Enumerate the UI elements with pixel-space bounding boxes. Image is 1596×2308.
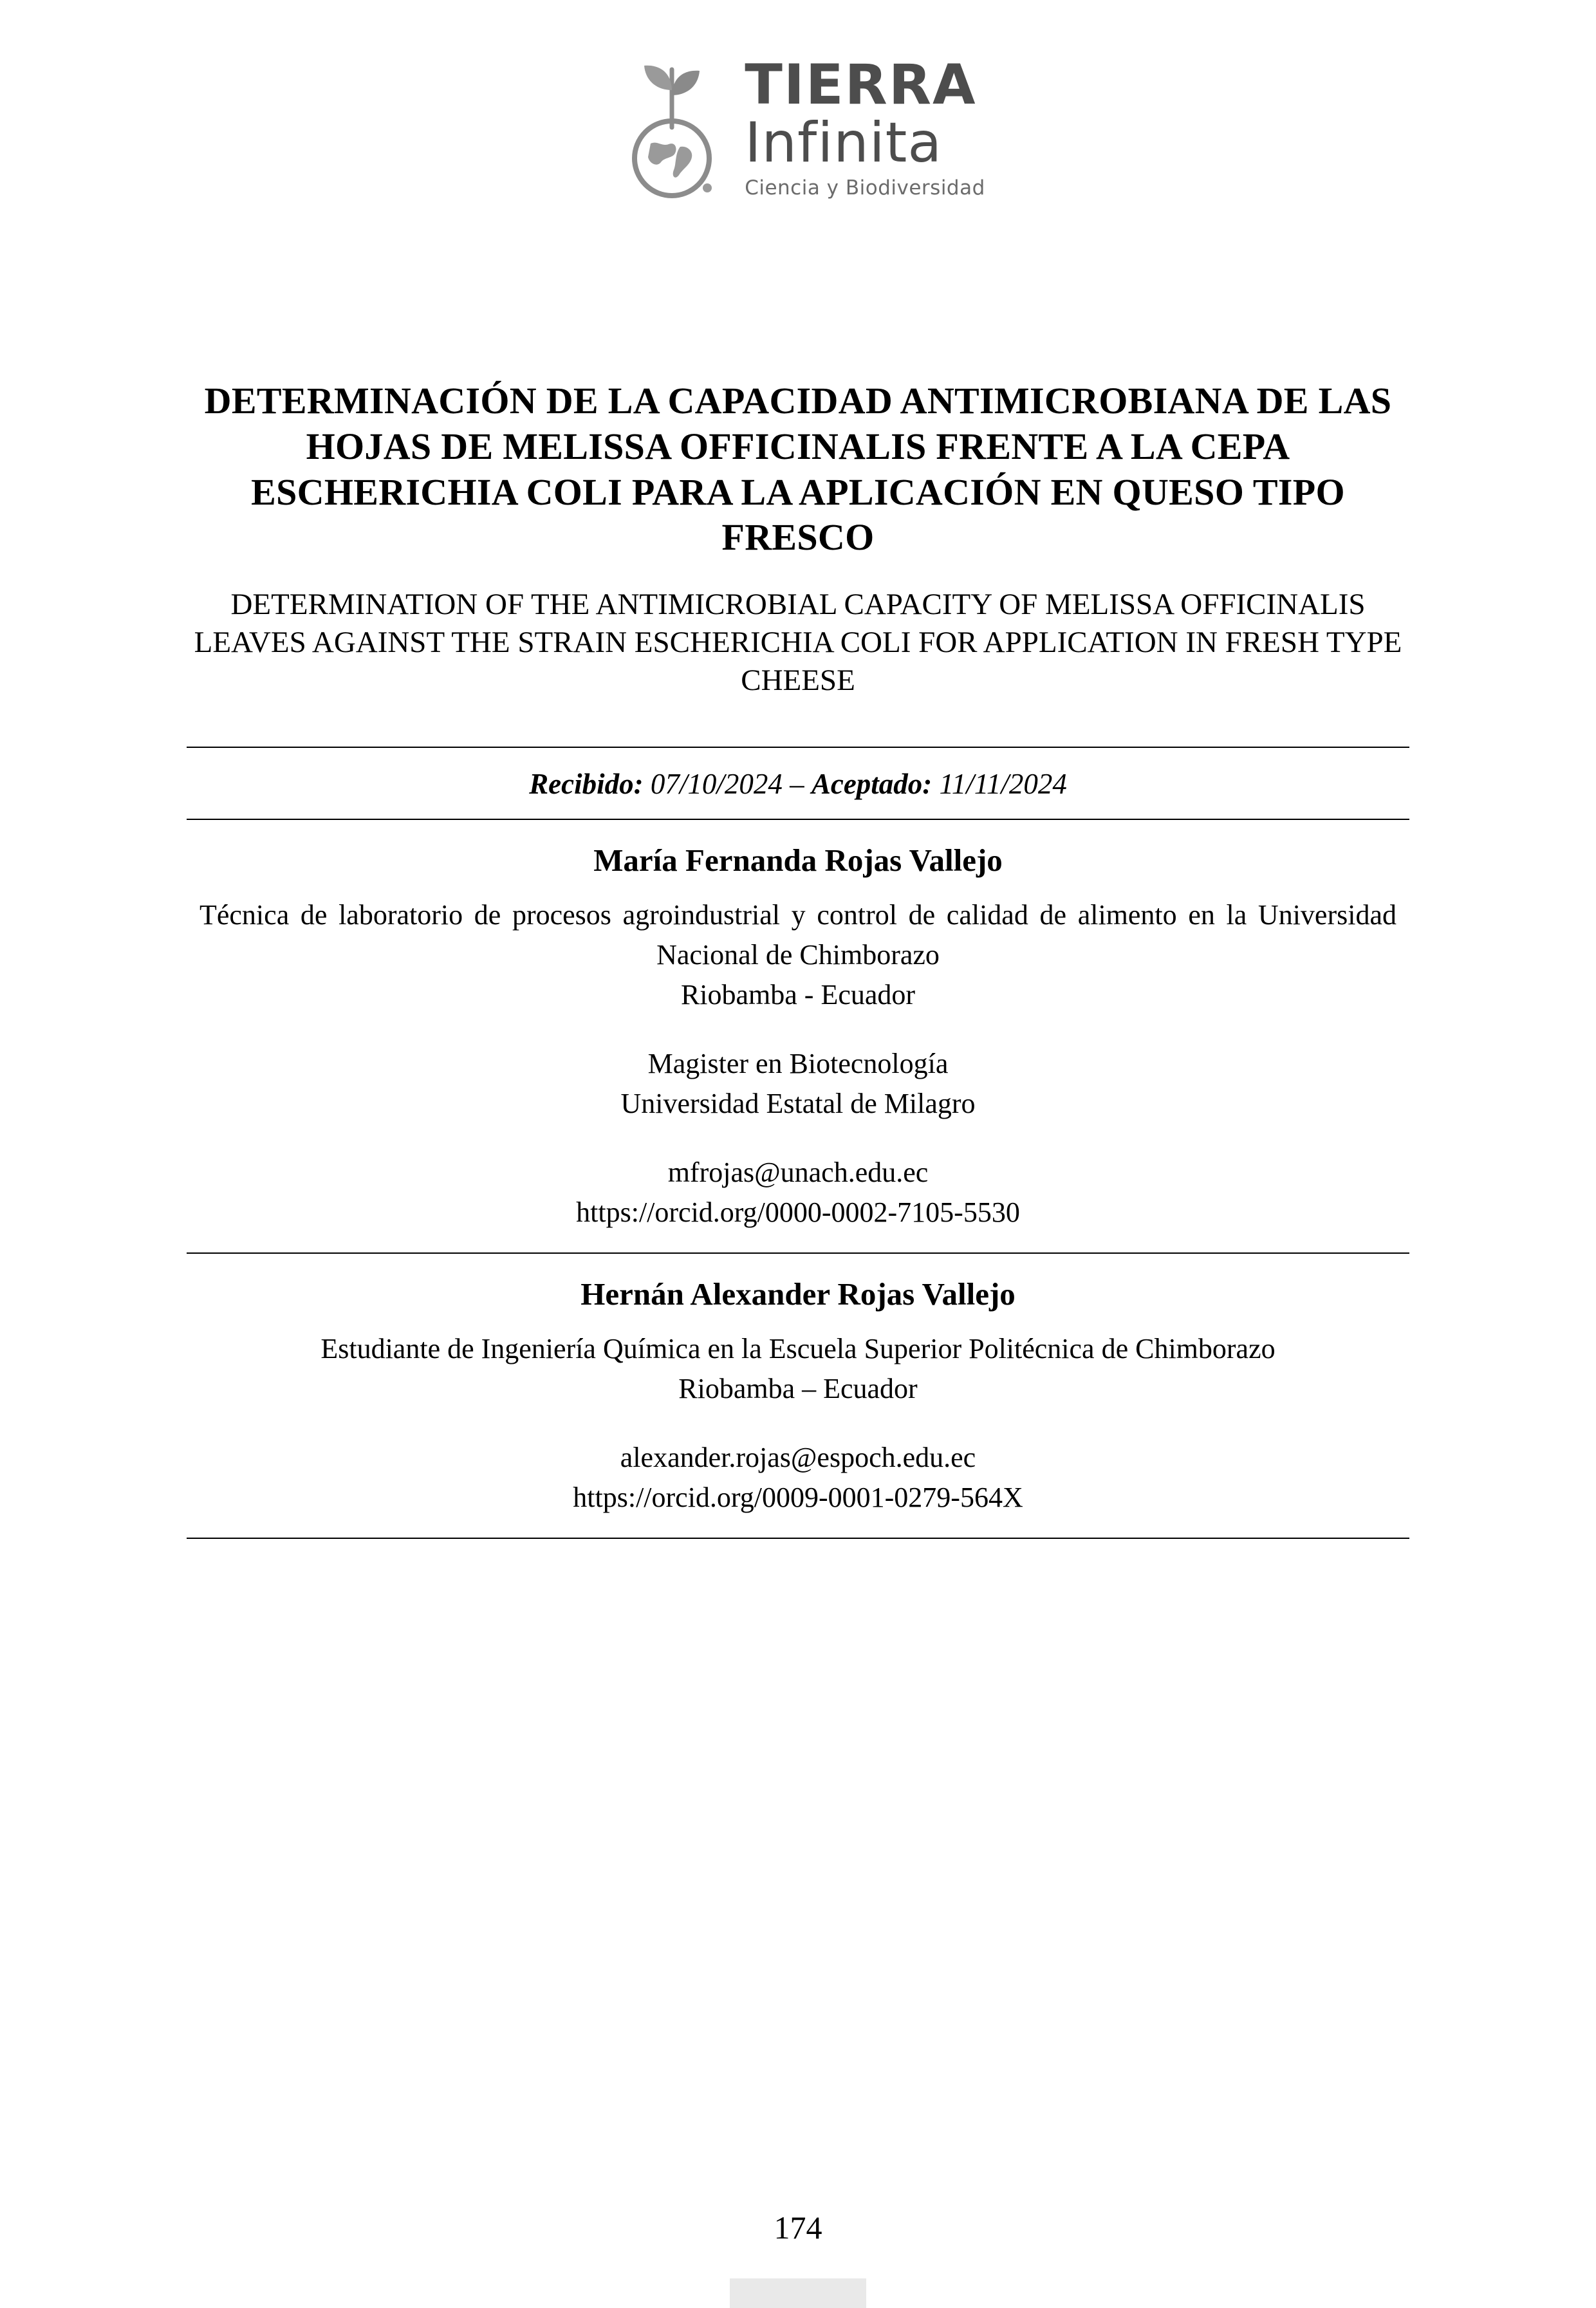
author-affiliation: Estudiante de Ingeniería Química en la Escuela Superior Politécnica de Chimborazo (320, 1332, 1276, 1364)
author-orcid-link[interactable]: https://orcid.org/0000-0002-7105-5530 (576, 1196, 1020, 1229)
author-spacer (187, 1016, 1409, 1044)
journal-name-primary: TIERRA (745, 52, 977, 117)
author-affiliation: Técnica de laboratorio de procesos agroindustrial y control de calidad de alimento en la Universidad Nacional de Chimborazo (200, 898, 1396, 971)
page-title: DETERMINACIÓN DE LA CAPACIDAD ANTIMICROBIANA DE LAS HOJAS DE MELISSA OFFICINALIS FRENTE A LA CEPA ESCHERICHIA COLI PARA LA APLICACIÓN EN QUESO TIPO FRESCO (204, 380, 1392, 559)
author-degree: Magister en Biotecnología (647, 1047, 949, 1079)
author-orcid-link[interactable]: https://orcid.org/0009-0001-0279-564X (573, 1482, 1023, 1514)
logo-wrap (611, 50, 985, 205)
author-city: Riobamba – Ecuador (678, 1373, 918, 1405)
logo-text (745, 52, 985, 200)
author-email[interactable]: mfrojas@unach.edu.ec (667, 1156, 929, 1188)
dates-dash: – (790, 767, 804, 800)
author-email[interactable]: alexander.rojas@espoch.edu.ec (620, 1441, 976, 1473)
author-institution: Universidad Estatal de Milagro (620, 1088, 976, 1120)
bottom-page-marker (730, 2278, 866, 2308)
page-subtitle-english: DETERMINATION OF THE ANTIMICROBIAL CAPACITY OF MELISSA OFFICINALIS LEAVES AGAINST THE STRAIN ESCHERICHIA COLI FOR APPLICATION IN FRESH TYPE CHEESE (194, 587, 1402, 698)
publication-dates (187, 748, 1409, 819)
journal-name-secondary: Infinita (745, 110, 943, 175)
author-block (187, 820, 1409, 1252)
author-name: María Fernanda Rojas Vallejo (593, 842, 1003, 878)
journal-tagline: Ciencia y Biodiversidad (745, 176, 985, 200)
sprout-globe-logo-icon (611, 50, 733, 205)
divider-bottom (187, 1538, 1409, 1539)
document-page (0, 50, 1596, 2308)
author-spacer-2 (187, 1124, 1409, 1153)
accepted-label: Aceptado: (811, 767, 933, 800)
author-name: Hernán Alexander Rojas Vallejo (580, 1276, 1016, 1312)
journal-logo (0, 50, 1596, 205)
accepted-date: 11/11/2024 (939, 767, 1067, 800)
page-number: 174 (774, 2210, 822, 2246)
author-block (187, 1254, 1409, 1538)
author-spacer (187, 1410, 1409, 1438)
received-label: Recibido: (529, 767, 644, 800)
received-date: 07/10/2024 (650, 767, 783, 800)
article-front-matter (187, 378, 1409, 1539)
author-city: Riobamba - Ecuador (680, 979, 916, 1011)
